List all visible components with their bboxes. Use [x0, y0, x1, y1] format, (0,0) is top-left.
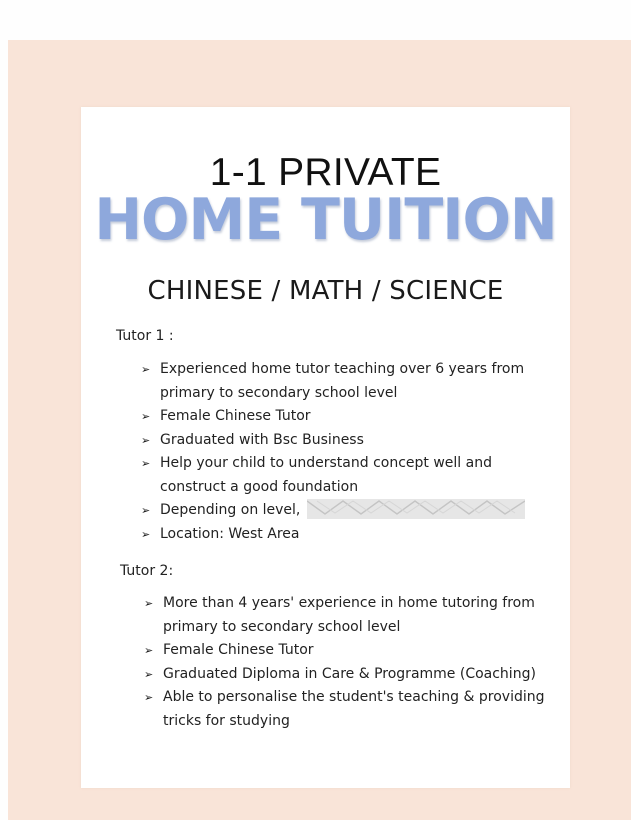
bullet-text: Female Chinese Tutor [163, 642, 314, 658]
tutor-2-bullet-list [144, 592, 554, 733]
arrowhead-bullet-icon: ➢ [141, 363, 151, 376]
bullet-text: Experienced home tutor teaching over 6 years from primary to secondary school level [160, 361, 525, 401]
list-item [141, 405, 541, 429]
arrowhead-bullet-icon: ➢ [144, 644, 154, 657]
list-item [144, 592, 554, 639]
bullet-text: Able to personalise the student's teaching & providing tricks for studying [163, 689, 545, 729]
arrowhead-bullet-icon: ➢ [141, 457, 151, 470]
bullet-text: Help your child to understand concept well and construct a good foundation [160, 455, 492, 495]
arrowhead-bullet-icon: ➢ [144, 691, 154, 704]
list-item [144, 663, 554, 687]
title-home-tuition: HOME TUITION [94, 187, 557, 253]
redacted-price-block [307, 499, 525, 519]
bullet-text: More than 4 years' experience in home tutoring from primary to secondary school level [163, 595, 535, 635]
tutor-2-heading: Tutor 2: [120, 563, 174, 579]
tutor-1-bullet-list [141, 358, 541, 546]
subjects-subtitle: CHINESE / MATH / SCIENCE [147, 276, 504, 306]
list-item [144, 686, 554, 733]
list-item [141, 523, 541, 547]
list-item [141, 452, 541, 499]
arrowhead-bullet-icon: ➢ [141, 410, 151, 423]
bullet-text: Graduated with Bsc Business [160, 431, 364, 448]
arrowhead-bullet-icon: ➢ [141, 504, 151, 517]
list-item [141, 429, 541, 453]
list-item [141, 358, 541, 405]
list-item [144, 639, 554, 663]
arrowhead-bullet-icon: ➢ [141, 433, 151, 447]
flyer-card [81, 107, 570, 788]
bullet-text: Graduated Diploma in Care & Programme (Coaching) [163, 665, 536, 682]
bullet-text: Depending on level, [160, 502, 301, 518]
list-item [141, 499, 541, 523]
zigzag-redaction-icon [307, 499, 525, 519]
tutor-1-heading: Tutor 1 : [116, 328, 174, 344]
bullet-text: Location: West Area [160, 525, 300, 542]
bullet-text: Female Chinese Tutor [160, 408, 311, 424]
title-private: 1-1 PRIVATE [209, 151, 442, 194]
arrowhead-bullet-icon: ➢ [144, 597, 154, 610]
arrowhead-bullet-icon: ➢ [144, 667, 154, 681]
arrowhead-bullet-icon: ➢ [141, 527, 151, 541]
